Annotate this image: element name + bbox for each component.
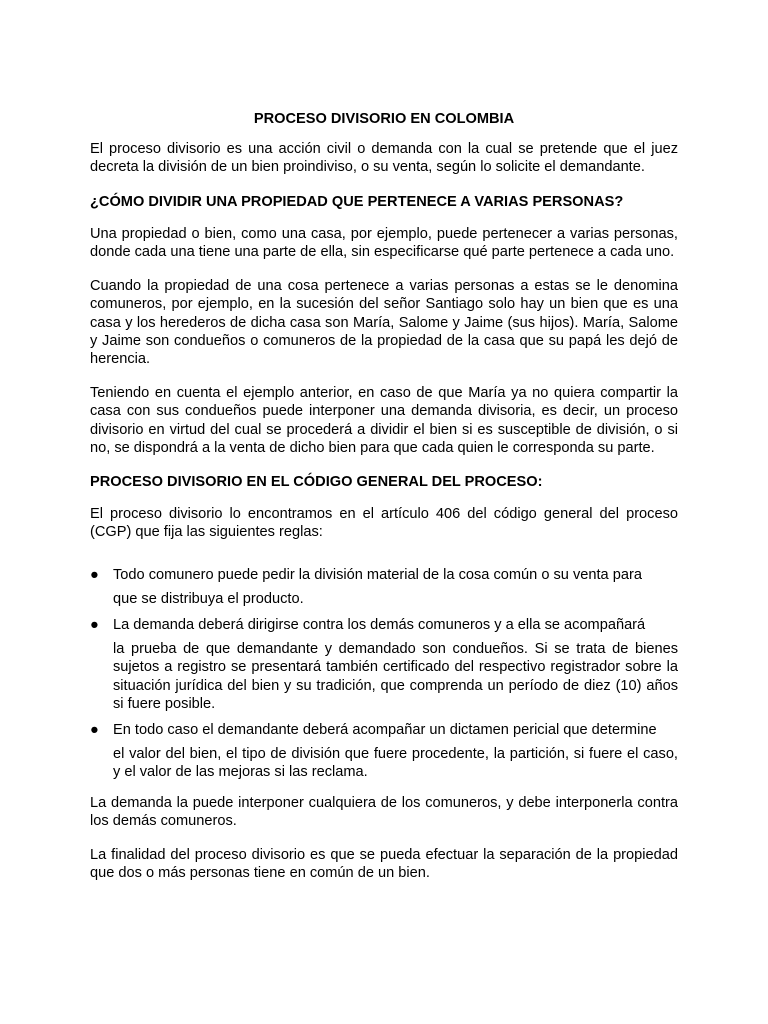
paragraph-comuneros: Cuando la propiedad de una cosa pertenece a varias personas a estas se le denomina comuneros, por ejemplo, en la sucesión del señor Santiago solo hay un bien que es una casa y los herederos de dicha casa son María, Salome y Jaime (sus hijos). María, Salome y Jaime son condueños o comuneros de la propiedad de la casa que su papá les dejó de herencia. bbox=[90, 278, 678, 368]
rule-first-line: En todo caso el demandante deberá acompañar un dictamen pericial que determine bbox=[113, 722, 657, 739]
paragraph-propiedad: Una propiedad o bien, como una casa, por ejemplo, puede pertenecer a varias personas, donde cada una tiene una parte de ella, sin especificarse qué parte pertenece a cada uno. bbox=[90, 225, 678, 261]
section-heading-codigo: PROCESO DIVISORIO EN EL CÓDIGO GENERAL DEL PROCESO: bbox=[90, 474, 543, 491]
bullet-icon: ● bbox=[90, 722, 99, 739]
document-title: PROCESO DIVISORIO EN COLOMBIA bbox=[253, 111, 515, 127]
rules-list bbox=[90, 566, 678, 782]
bullet-icon: ● bbox=[90, 566, 99, 583]
paragraph-ejemplo: Teniendo en cuenta el ejemplo anterior, en caso de que María ya no quiera compartir la casa con sus condueños puede interponer una demanda divisoria, es decir, un proceso divisorio en virtud del cual se procederá a dividir el bien si es susceptible de división, o si no, se dispondrá a la venta de dicho bien para que cada quien le corresponda su parte. bbox=[90, 385, 678, 456]
list-item bbox=[90, 616, 678, 713]
list-item bbox=[90, 566, 678, 608]
document-page bbox=[90, 110, 678, 899]
rule-rest: el valor del bien, el tipo de división que fuere procedente, la partición, si fuere el caso, y el valor de las mejoras si las reclama. bbox=[113, 746, 678, 781]
intro-paragraph: El proceso divisorio es una acción civil o demanda con la cual se pretende que el juez decreta la división de un bien proindiviso, o su venta, según lo solicite el demandante. bbox=[90, 141, 678, 176]
list-item bbox=[90, 721, 678, 782]
rule-first-line: La demanda deberá dirigirse contra los demás comuneros y a ella se acompañará bbox=[113, 617, 646, 634]
bullet-icon: ● bbox=[90, 617, 99, 634]
paragraph-demanda: La demanda la puede interponer cualquiera de los comuneros, y debe interponerla contra los demás comuneros. bbox=[90, 794, 678, 829]
rule-first-line: Todo comunero puede pedir la división material de la cosa común o su venta para bbox=[113, 566, 642, 583]
rule-rest: que se distribuya el producto. bbox=[113, 590, 304, 607]
section-heading-dividir: ¿CÓMO DIVIDIR UNA PROPIEDAD QUE PERTENECE A VARIAS PERSONAS? bbox=[90, 193, 624, 210]
paragraph-articulo: El proceso divisorio lo encontramos en el artículo 406 del código general del proceso (CGP) que fija las siguientes reglas: bbox=[90, 506, 678, 541]
paragraph-finalidad: La finalidad del proceso divisorio es que se pueda efectuar la separación de la propiedad que dos o más personas tiene en común de un bien. bbox=[90, 847, 678, 882]
rule-rest: la prueba de que demandante y demandado son condueños. Si se trata de bienes sujetos a registro se presentará también certificado del respectivo registrador sobre la situación jurídica del bien y su tradición, que comprenda un período de diez (10) años si fuere posible. bbox=[113, 641, 678, 712]
